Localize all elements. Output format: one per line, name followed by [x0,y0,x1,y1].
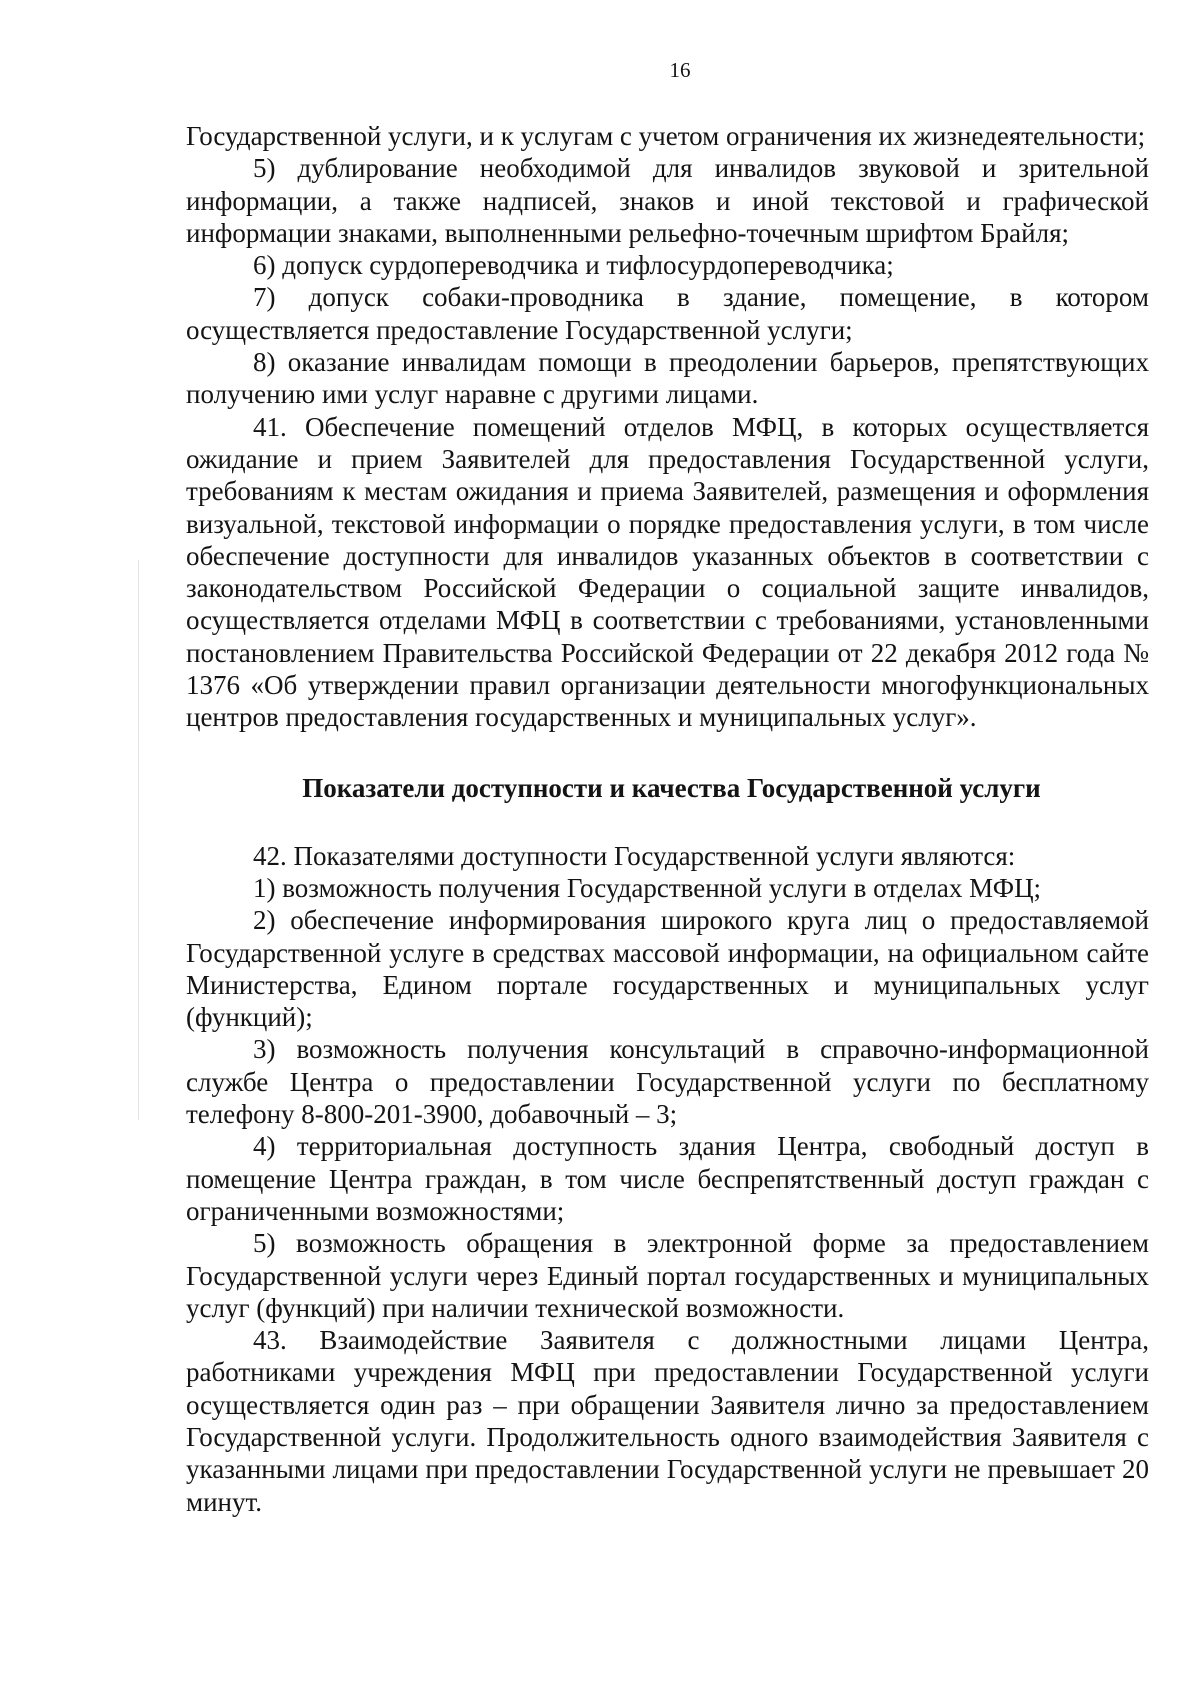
paragraph-continuation: Государственной услуги, и к услугам с учетом ограничения их жизнедеятельности; [186,121,1146,151]
list-item-3-consultation: 3) возможность получения консультаций в справочно-информационной службе Центра о предоставлении Государственной услуги по бесплатному телефону 8-800-201-3900, добавочный – 3; [186,1034,1149,1130]
section-heading: Показатели доступности и качества Государственной услуги [302,772,1041,803]
list-item-2-informing: 2) обеспечение информирования широкого круга лиц о предоставляемой Государственной услуге в средствах массовой информации, на официальном сайте Министерства, Едином портале государственных и муниципальных услуг (функций); [186,905,1149,1033]
document-body [186,120,1149,1518]
list-item-8-assistance: 8) оказание инвалидам помощи в преодолении барьеров, препятствующих получению ими услуг наравне с другими лицами. [186,347,1149,410]
page-number: 16 [669,58,691,82]
list-item-4-territorial-access: 4) территориальная доступность здания Центра, свободный доступ в помещение Центра граждан, в том числе беспрепятственный доступ граждан с ограниченными возможностями; [186,1131,1149,1226]
scan-edge-line [138,560,139,1120]
clause-42: 42. Показателями доступности Государственной услуги являются: [253,840,1016,871]
clause-43: 43. Взаимодействие Заявителя с должностными лицами Центра, работниками учреждения МФЦ при предоставлении Государственной услуги осуществляется один раз – при обращении Заявителя лично за предоставлением Государственной услуги. Продолжительность одного взаимодействия Заявителя с указанными лицами при предоставлении Государственной услуги не превышает 20 минут. [186,1325,1149,1517]
list-item-5-electronic: 5) возможность обращения в электронной форме за предоставлением Государственной услуги через Единый портал государственных и муниципальных услуг (функций) при наличии технической возможности. [186,1228,1149,1323]
list-item-5-braille: 5) дублирование необходимой для инвалидов звуковой и зрительной информации, а также надписей, знаков и иной текстовой и графической информации знаками, выполненными рельефно-точечным шрифтом Брайля; [186,153,1149,248]
clause-41: 41. Обеспечение помещений отделов МФЦ, в которых осуществляется ожидание и прием Заявителей для предоставления Государственной услуги, требованиям к местам ожидания и приема Заявителей, размещения и оформления визуальной, текстовой информации о порядке предоставления услуги, в том числе обеспечение доступности для инвалидов указанных объектов в соответствии с законодательством Российской Федерации о социальной защите инвалидов, осуществляется отделами МФЦ в соответствии с требованиями, установленными постановлением Правительства Российской Федерации от 22 декабря 2012 года № 1376 «Об утверждении правил организации деятельности многофункциональных центров предоставления государственных и муниципальных услуг». [186,411,1149,733]
list-item-1-mfc: 1) возможность получения Государственной услуги в отделах МФЦ; [253,872,1042,903]
list-item-6-interpreter: 6) допуск сурдопереводчика и тифлосурдопереводчика; [253,250,894,281]
list-item-7-guide-dog: 7) допуск собаки-проводника в здание, помещение, в котором осуществляется предоставление Государственной услуги; [186,282,1149,345]
